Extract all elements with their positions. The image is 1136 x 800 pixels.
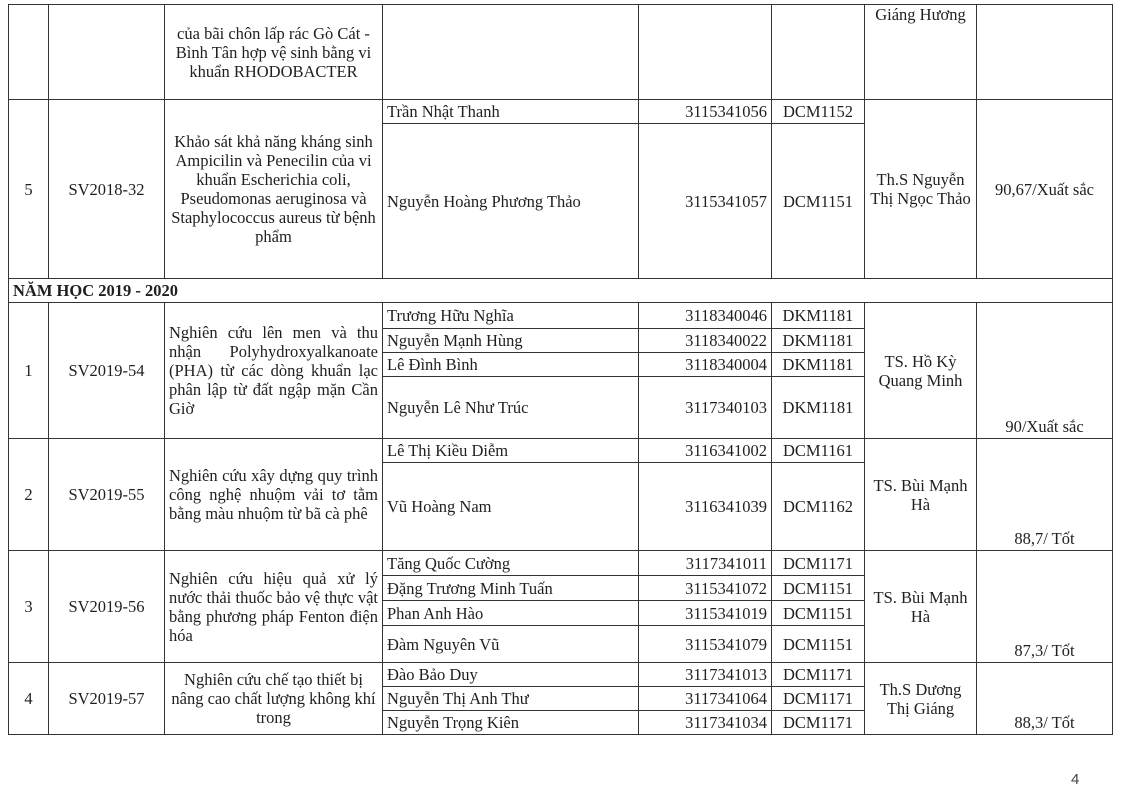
student-name: Trương Hữu Nghĩa — [383, 303, 639, 329]
result-cell: 90/Xuất sắc — [977, 303, 1113, 439]
project-title: Khảo sát khả năng kháng sinh Ampicilin và Penecilin của vi khuẩn Escherichia coli, Pseudomonas aeruginosa và Staphylococcus aureus từ bệnh phẩm — [165, 100, 383, 279]
supervisor-cell: Th.S Nguyễn Thị Ngọc Thảo — [865, 100, 977, 279]
class-code: DCM1151 — [772, 601, 865, 626]
table-row — [9, 663, 1113, 687]
class-code: DCM1151 — [772, 576, 865, 601]
student-name: Trần Nhật Thanh — [383, 100, 639, 124]
student-name: Lê Thị Kiều Diễm — [383, 439, 639, 463]
year-header: NĂM HỌC 2019 - 2020 — [9, 279, 1113, 303]
project-code: SV2019-57 — [49, 663, 165, 735]
project-code: SV2019-56 — [49, 551, 165, 663]
supervisor-cell: TS. Bùi Mạnh Hà — [865, 551, 977, 663]
empty-cell — [383, 5, 639, 100]
supervisor-cell: TS. Bùi Mạnh Hà — [865, 439, 977, 551]
page-number: 4 — [1071, 771, 1080, 788]
project-title: Nghiên cứu xây dựng quy trình công nghệ nhuộm vải tơ tằm bằng màu nhuộm từ bã cà phê — [165, 439, 383, 551]
class-code: DKM1181 — [772, 303, 865, 329]
class-code: DCM1171 — [772, 687, 865, 711]
student-name: Nguyễn Hoàng Phương Thảo — [383, 124, 639, 279]
class-code: DCM1151 — [772, 124, 865, 279]
student-id: 3115341019 — [639, 601, 772, 626]
year-header-row — [9, 279, 1113, 303]
row-number: 4 — [9, 663, 49, 735]
class-code: DCM1162 — [772, 463, 865, 551]
table-row — [9, 303, 1113, 329]
project-code: SV2019-55 — [49, 439, 165, 551]
student-id: 3117341013 — [639, 663, 772, 687]
student-id: 3115341079 — [639, 626, 772, 663]
student-name: Đàm Nguyên Vũ — [383, 626, 639, 663]
class-code: DCM1161 — [772, 439, 865, 463]
student-name: Nguyễn Trọng Kiên — [383, 711, 639, 735]
row-number: 3 — [9, 551, 49, 663]
project-title: Nghiên cứu chế tạo thiết bị nâng cao chất lượng không khí trong — [165, 663, 383, 735]
student-id: 3118340004 — [639, 353, 772, 377]
result-cell: 90,67/Xuất sắc — [977, 100, 1113, 279]
student-id: 3117341011 — [639, 551, 772, 576]
student-id: 3118340046 — [639, 303, 772, 329]
table-row — [9, 439, 1113, 463]
student-id: 3115341056 — [639, 100, 772, 124]
table-row — [9, 551, 1113, 576]
row-number: 1 — [9, 303, 49, 439]
result-cell: 88,7/ Tốt — [977, 439, 1113, 551]
class-code: DCM1171 — [772, 663, 865, 687]
student-id: 3116341039 — [639, 463, 772, 551]
supervisor-cell: Th.S Dương Thị Giáng — [865, 663, 977, 735]
supervisor-cell: Giáng Hương — [865, 5, 977, 100]
student-name: Tăng Quốc Cường — [383, 551, 639, 576]
empty-cell — [49, 5, 165, 100]
student-name: Đào Bảo Duy — [383, 663, 639, 687]
empty-cell — [639, 5, 772, 100]
table-row — [9, 5, 1113, 100]
student-name: Nguyễn Lê Như Trúc — [383, 377, 639, 439]
empty-cell — [9, 5, 49, 100]
class-code: DCM1171 — [772, 711, 865, 735]
projects-table — [8, 4, 1113, 735]
student-name: Đặng Trương Minh Tuấn — [383, 576, 639, 601]
class-code: DCM1151 — [772, 626, 865, 663]
student-name: Nguyễn Thị Anh Thư — [383, 687, 639, 711]
class-code: DKM1181 — [772, 377, 865, 439]
empty-cell — [977, 5, 1113, 100]
supervisor-cell: TS. Hồ Kỳ Quang Minh — [865, 303, 977, 439]
student-name: Vũ Hoàng Nam — [383, 463, 639, 551]
class-code: DKM1181 — [772, 329, 865, 353]
class-code: DKM1181 — [772, 353, 865, 377]
student-id: 3117341064 — [639, 687, 772, 711]
project-code: SV2018-32 — [49, 100, 165, 279]
table-row — [9, 100, 1113, 124]
student-name: Nguyễn Mạnh Hùng — [383, 329, 639, 353]
project-title: Nghiên cứu lên men và thu nhận Polyhydroxyalkanoate (PHA) từ các dòng khuẩn lạc phân lập từ đất ngập mặn Cần Giờ — [165, 303, 383, 439]
student-name: Lê Đình Bình — [383, 353, 639, 377]
class-code: DCM1171 — [772, 551, 865, 576]
result-cell: 88,3/ Tốt — [977, 663, 1113, 735]
project-code: SV2019-54 — [49, 303, 165, 439]
student-id: 3116341002 — [639, 439, 772, 463]
student-id: 3115341057 — [639, 124, 772, 279]
result-cell: 87,3/ Tốt — [977, 551, 1113, 663]
student-id: 3118340022 — [639, 329, 772, 353]
student-name: Phan Anh Hào — [383, 601, 639, 626]
row-number: 5 — [9, 100, 49, 279]
project-title: Nghiên cứu hiệu quả xử lý nước thải thuốc bảo vệ thực vật bằng phương pháp Fenton điện hóa — [165, 551, 383, 663]
empty-cell — [772, 5, 865, 100]
project-title: của bãi chôn lấp rác Gò Cát - Bình Tân hợp vệ sinh bằng vi khuẩn RHODOBACTER — [165, 5, 383, 100]
row-number: 2 — [9, 439, 49, 551]
student-id: 3115341072 — [639, 576, 772, 601]
class-code: DCM1152 — [772, 100, 865, 124]
student-id: 3117340103 — [639, 377, 772, 439]
student-id: 3117341034 — [639, 711, 772, 735]
